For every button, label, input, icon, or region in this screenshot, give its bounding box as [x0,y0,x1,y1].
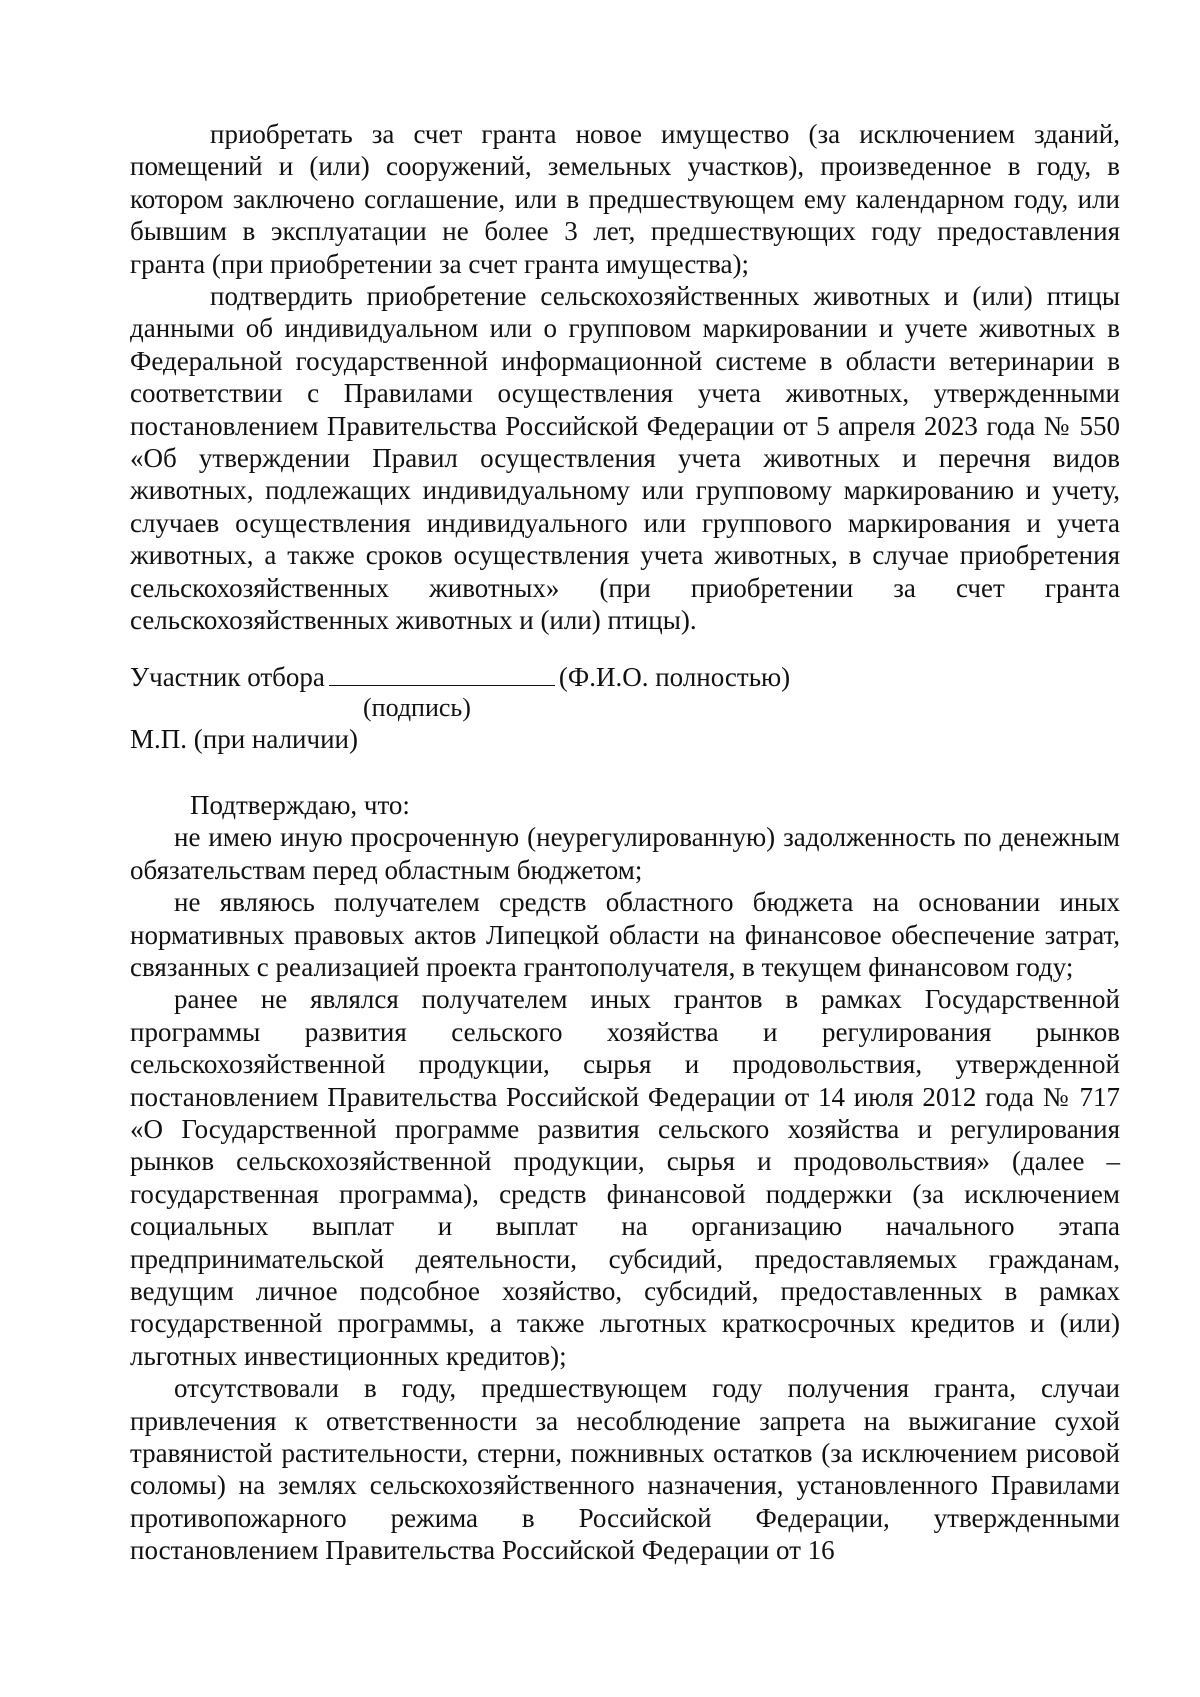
confirmation-section [130,789,1120,1567]
signature-block [130,659,1120,755]
confirmation-item-no-debt: не имею иную просроченную (неурегулированную) задолженность по денежным обязательствам перед областным бюджетом; [130,822,1120,885]
signature-label: Участник отбора [130,661,325,692]
paragraph-animal-registration: подтвердить приобретение сельскохозяйственных животных и (или) птицы данными об индивидуальном или о групповом маркировании и учете животных в Федеральной государственной информационной системе в области ветеринарии в соответствии с Правилами осуществления учета животных, утвержденными постановлением Правительства Российской Федерации от 5 апреля 2023 года № 550 «Об утверждении Правил осуществления учета животных и перечня видов животных, подлежащих индивидуальному или групповому маркированию и учету, случаев осуществления индивидуального или группового маркирования и учета животных, а также сроков осуществления учета животных, в случае приобретения сельскохозяйственных животных» (при приобретении за счет гранта сельскохозяйственных животных и (или) птицы). [130,281,1120,636]
confirmation-item-not-recipient: не являюсь получателем средств областного бюджета на основании иных нормативных правовых актов Липецкой области на финансовое обеспечение затрат, связанных с реализацией проекта грантополучателя, в текущем финансовом году; [130,887,1120,982]
confirmation-item-no-violations: отсутствовали в году, предшествующем году получения гранта, случаи привлечения к ответственности за несоблюдение запрета на выжигание сухой травянистой растительности, стерни, пожнивных остатков (за исключением рисовой соломы) на землях сельскохозяйственного назначения, установленного Правилами противопожарного режима в Российской Федерации, утвержденными постановлением Правительства Российской Федерации от 16 [130,1373,1120,1566]
document-page [130,118,1120,1567]
signature-line [130,659,1120,693]
signature-hint: (подпись) [363,692,471,722]
signature-blank [329,659,555,686]
stamp-note: М.П. (при наличии) [130,723,358,754]
confirmation-item-no-previous-grants: ранее не являлся получателем иных грантов в рамках Государственной программы развития сельского хозяйства и регулирования рынков сельскохозяйственной продукции, сырья и продовольствия, утвержденной постановлением Правительства Российской Федерации от 14 июля 2012 года № 717 «О Государственной программе развития сельского хозяйства и регулирования рынков сельскохозяйственной продукции, сырья и продовольствия» (далее – государственная программа), средств финансовой поддержки (за исключением социальных выплат и выплат на организацию начального этапа предпринимательской деятельности, субсидий, предоставляемых гражданам, ведущим личное подсобное хозяйство, субсидий, предоставленных в рамках государственной программы, а также льготных краткосрочных кредитов и (или) льготных инвестиционных кредитов); [130,984,1120,1371]
confirmation-heading: Подтверждаю, что: [190,789,410,820]
signature-name-hint: (Ф.И.О. полностью) [558,661,791,692]
paragraph-property-purchase: приобретать за счет гранта новое имущество (за исключением зданий, помещений и (или) сооружений, земельных участков), произведенное в году, в котором заключено соглашение, или в предшествующем ему календарном году, или бывшим в эксплуатации не более 3 лет, предшествующих году предоставления гранта (при приобретении за счет гранта имущества); [130,119,1120,279]
